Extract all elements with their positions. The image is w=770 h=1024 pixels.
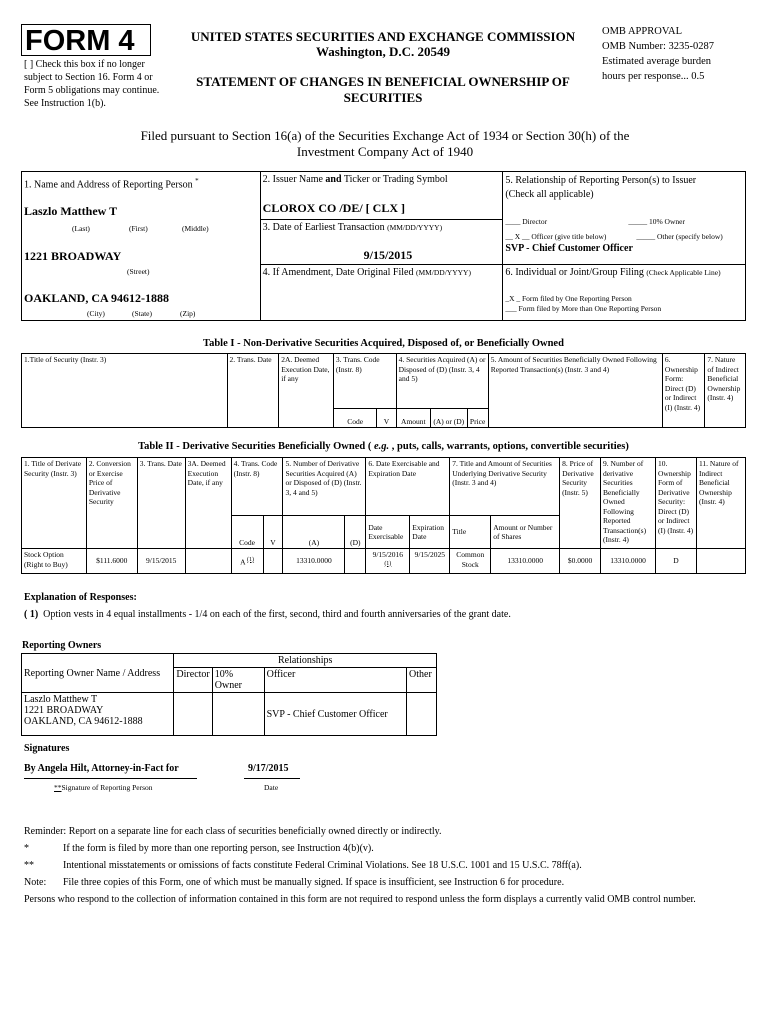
note-dstar-mark: ** [24, 860, 34, 871]
t1-h2a: 2A. Deemed Execution Date, if any [279, 354, 334, 428]
t1-v: V [377, 409, 396, 428]
t1-h5: 5. Amount of Securities Beneficially Owned Following Reported Transaction(s) (Instr. 3 and 4) [488, 354, 662, 428]
box1-label: 1. Name and Address of Reporting Person * [24, 177, 199, 191]
table2 [21, 457, 746, 574]
box5-label: 5. Relationship of Reporting Person(s) to Issuer (Check all applicable) [505, 175, 697, 200]
t2-h2: 2. Conversion or Exercise Price of Derivative Security [86, 458, 137, 549]
ro-col-name: Reporting Owner Name / Address [22, 654, 174, 693]
t1-h4: 4. Securities Acquired (A) or Disposed of (D) (Instr. 3, 4 and 5) [396, 354, 488, 409]
omb-burden-value: hours per response... 0.5 [602, 71, 705, 82]
table1-title: Table I - Non-Derivative Securities Acquired, Disposed of, or Beneficially Owned [203, 338, 564, 349]
reporting-header-table [21, 171, 746, 321]
t2-title: Title [450, 516, 491, 549]
t1-h3: 3. Trans. Code (Instr. 8) [333, 354, 396, 409]
row-ownership-form: D [655, 549, 696, 574]
street-label: (Street) [127, 267, 150, 276]
row-underlying-amount: 13310.0000 [491, 549, 560, 574]
row-deemed-date [185, 549, 231, 574]
ro-other [407, 693, 437, 736]
box-earliest-transaction [260, 220, 503, 265]
t2-h1: 1. Title of Derivate Security (Instr. 3) [22, 458, 87, 549]
table-row [22, 693, 437, 736]
box3-label: 3. Date of Earliest Transaction (MM/DD/YYYY) [262, 222, 443, 234]
box4-label: 4. If Amendment, Date Original Filed (MM/DD/YYYY) [262, 267, 471, 279]
row-expiration: 9/15/2025 [410, 549, 450, 574]
ro-col-other: Other [407, 668, 437, 693]
omb-number: OMB Number: 3235-0287 [602, 41, 714, 52]
row-code: A $^{(1)}$ [231, 549, 263, 574]
t2-h8: 8. Price of Derivative Security (Instr. 5) [560, 458, 601, 549]
note-star-mark: * [24, 843, 29, 854]
ro-col-officer: Officer [264, 668, 406, 693]
row-underlying-title: Common Stock [450, 549, 491, 574]
omb-burden-label: Estimated average burden [602, 56, 712, 67]
footnote-1: ( 1) Option vests in 4 equal installments - 1/4 on each of the first, second, third and fourth anniversaries of the grant date. [24, 609, 511, 620]
reporting-person-city: OAKLAND, CA 94612-1888 [24, 291, 170, 305]
note-dstar: Intentional misstatements or omissions of facts constitute Federal Criminal Violations. See 18 U.S.C. 1001 and 15 U.S.C. 78ff(a). [63, 860, 582, 871]
row-disposed [345, 549, 366, 574]
ro-officer: SVP - Chief Customer Officer [264, 693, 406, 736]
t1-h6: 6. Ownership Form: Direct (D) or Indirect (I) (Instr. 4) [662, 354, 705, 428]
footnote-link[interactable]: (1) [384, 560, 392, 567]
t2-d: (D) [345, 516, 366, 549]
omb-approval-label: OMB APPROVAL [602, 26, 683, 37]
ro-col-relationships: Relationships [174, 654, 437, 668]
reporting-person-street: 1221 BROADWAY [24, 249, 122, 263]
box-relationship [503, 172, 746, 265]
row-v [263, 549, 283, 574]
form-checkbox-note [24, 58, 174, 110]
table1 [21, 353, 746, 428]
box-filing-type [503, 265, 746, 321]
box6-label: 6. Individual or Joint/Group Filing (Check Applicable Line) [505, 267, 721, 279]
middle-label: (Middle) [182, 224, 209, 233]
date-label: Date [264, 783, 279, 792]
t1-h7: 7. Nature of Indirect Beneficial Ownership (Instr. 4) [705, 354, 746, 428]
t2-a: (A) [283, 516, 345, 549]
ro-col-owner10: 10% Owner [212, 668, 264, 693]
t2-code: Code [231, 516, 263, 549]
signature-label: **Signature of Reporting Person [54, 783, 153, 792]
filing-one-person[interactable]: _X _ Form filed by One Reporting Person [505, 294, 632, 304]
t2-h11: 11. Nature of Indirect Beneficial Ownership (Instr. 4) [696, 458, 745, 549]
issuer-name: CLOROX CO /DE/ [ CLX ] [262, 201, 405, 215]
t2-h3: 3. Trans. Date [137, 458, 185, 549]
omb-approval [602, 24, 762, 84]
ro-owner10 [212, 693, 264, 736]
t2-h5: 5. Number of Derivative Securities Acquired (A) or Disposed of (D) (Instr. 3, 4 and 5) [283, 458, 366, 516]
reminder: Reminder: Report on a separate line for each class of securities beneficially owned directly or indirectly. [24, 826, 442, 837]
owner10-check[interactable]: _____ 10% Owner [628, 217, 685, 226]
persons-notice: Persons who respond to the collection of information contained in this form are not required to respond unless the form displays a currently valid OMB control number. [24, 894, 696, 905]
signature-date: 9/17/2015 [248, 763, 289, 774]
row-conversion-price: $111.6000 [86, 549, 137, 574]
reporting-owners-table [21, 653, 437, 736]
signature-line [24, 778, 197, 779]
row-derivative-price: $0.0000 [560, 549, 601, 574]
agency-name: UNITED STATES SECURITIES AND EXCHANGE COMMISSION [190, 29, 576, 44]
note-text: File three copies of this Form, one of which must be manually signed. If space is insufficient, see Instruction 6 for procedure. [63, 877, 565, 888]
t2-date-ex: Date Exercisable [366, 516, 410, 549]
t2-h4: 4. Trans. Code (Instr. 8) [231, 458, 283, 516]
signature-by: By Angela Hilt, Attorney-in-Fact for [24, 763, 179, 774]
director-check[interactable]: ____ Director [505, 217, 548, 226]
t2-h3a: 3A. Deemed Execution Date, if any [185, 458, 231, 549]
box-amendment [260, 265, 503, 321]
table-row [22, 549, 746, 574]
filing-multiple-persons[interactable]: ___ Form filed by More than One Reporting Person [505, 304, 662, 314]
state-label: (State) [132, 309, 152, 318]
t1-price: Price [467, 409, 488, 428]
ro-director [174, 693, 212, 736]
row-acquired: 13310.0000 [283, 549, 345, 574]
t2-exp: Expiration Date [410, 516, 450, 549]
form-checkbox[interactable]: [ ] [24, 59, 34, 70]
date-line [244, 778, 300, 779]
statement-title: STATEMENT OF CHANGES IN BENEFICIAL OWNERSHIP OF SECURITIES [196, 74, 570, 105]
first-label: (First) [129, 224, 148, 233]
reporting-owners-title: Reporting Owners [22, 640, 102, 651]
t2-v: V [263, 516, 283, 549]
other-check[interactable]: _____ Other (specify below) [636, 232, 723, 241]
form-note-text: Check this box if no longer subject to Section 16. Form 4 or Form 5 obligations may continue. See Instruction 1(b). [24, 59, 160, 109]
row-trans-date: 9/15/2015 [137, 549, 185, 574]
agency-location: Washington, D.C. 20549 [316, 44, 450, 59]
signatures-title: Signatures [24, 743, 70, 754]
box-reporting-person [22, 172, 261, 321]
t1-h1: 1.Title of Security (Instr. 3) [22, 354, 228, 428]
reporting-person-name: Laszlo Matthew T [24, 204, 118, 218]
row-nature [696, 549, 745, 574]
ro-owner: Laszlo Matthew T 1221 BROADWAY OAKLAND, CA 94612-1888 [22, 693, 174, 736]
city-label: (City) [87, 309, 105, 318]
row-date-exercisable: 9/15/2016 (1) [366, 549, 410, 574]
t1-h2: 2. Trans. Date [227, 354, 279, 428]
row-security: Stock Option (Right to Buy) [22, 549, 87, 574]
box2-label: 2. Issuer Name and Ticker or Trading Symbol [262, 174, 448, 185]
note-star: If the form is filed by more than one reporting person, see Instruction 4(b)(v). [63, 843, 374, 854]
form-label: FORM 4 [21, 24, 151, 56]
ro-col-director: Director [174, 668, 212, 693]
zip-label: (Zip) [180, 309, 196, 318]
table2-title: Table II - Derivative Securities Beneficially Owned ( e.g. , puts, calls, warrants, options, convertible securities) [138, 441, 629, 452]
officer-title: SVP - Chief Customer Officer [505, 243, 633, 254]
agency-header [176, 29, 590, 59]
box-issuer [260, 172, 503, 220]
row-owned: 13310.0000 [601, 549, 656, 574]
earliest-transaction-date: 9/15/2015 [363, 248, 413, 263]
explanation-title: Explanation of Responses: [24, 592, 137, 603]
t2-h9: 9. Number of derivative Securities Beneficially Owned Following Reported Transaction(s) (Instr. 4) [601, 458, 656, 549]
t1-aord: (A) or (D) [431, 409, 467, 428]
note-label: Note: [24, 877, 47, 888]
last-label: (Last) [72, 224, 90, 233]
t2-h10: 10. Ownership Form of Derivative Security: Direct (D) or Indirect (I) (Instr. 4) [655, 458, 696, 549]
t1-code: Code [333, 409, 377, 428]
officer-check[interactable]: __ X __ Officer (give title below) [505, 232, 607, 241]
t2-h7: 7. Title and Amount of Securities Underlying Derivative Security (Instr. 3 and 4) [450, 458, 560, 516]
t2-h6: 6. Date Exercisable and Expiration Date [366, 458, 450, 516]
t2-amt: Amount or Number of Shares [491, 516, 560, 549]
t1-amount: Amount [396, 409, 430, 428]
footnote-link[interactable]: (1) [247, 556, 255, 563]
filed-pursuant: Filed pursuant to Section 16(a) of the Securities Exchange Act of 1934 or Section 30(h) of the Investment Company Act of 1940 [140, 128, 630, 159]
